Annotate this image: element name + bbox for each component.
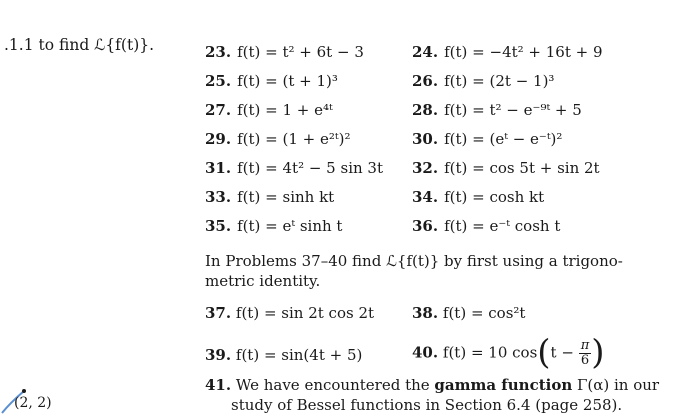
problem-expression: f(t) = t² + 6t − 3 [237, 43, 364, 61]
problem-number: 28. [412, 101, 439, 119]
problem-30 [412, 130, 562, 148]
problem-number: 36. [412, 217, 439, 235]
problem-expression: f(t) = sin(4t + 5) [235, 346, 363, 364]
problem-39 [205, 346, 362, 364]
problem-24 [412, 43, 603, 61]
problem-expression: f(t) = 4t² − 5 sin 3t [237, 159, 383, 177]
fraction-denominator: 6 [580, 353, 590, 368]
section-instruction: .1.1 to find ℒ{f(t)}. [4, 36, 155, 54]
problem-34 [412, 188, 544, 206]
problem-28 [412, 101, 582, 119]
problem-number: 35. [205, 217, 232, 235]
problem-number: 41. [205, 376, 232, 394]
problem-26 [412, 72, 554, 90]
problem-27 [205, 101, 333, 119]
problem-expression: f(t) = cosh kt [444, 188, 545, 206]
problem-expression: f(t) = eᵗ sinh t [237, 217, 343, 235]
problem-40 [412, 332, 605, 373]
problem-number: 26. [412, 72, 439, 90]
problem-37 [205, 304, 374, 322]
problem-number: 38. [412, 304, 439, 322]
problem-25 [205, 72, 338, 90]
problem-expression: f(t) = sin 2t cos 2t [235, 304, 375, 322]
problem-expression: f(t) = −4t² + 16t + 9 [444, 43, 603, 61]
problem-number: 37. [205, 304, 232, 322]
problem-expression: f(t) = (t + 1)³ [237, 72, 338, 90]
open-paren: ( [537, 332, 551, 373]
problem-38 [412, 304, 525, 322]
problem-number: 34. [412, 188, 439, 206]
problem-expression: f(t) = (2t − 1)³ [444, 72, 555, 90]
problem-41-line-2: study of Bessel functions in Section 6.4 (page 258). [231, 396, 623, 414]
problem-41-text-b: Γ(α) in our [572, 376, 660, 394]
problem-expression: f(t) = (1 + e²ᵗ)² [237, 130, 351, 148]
gamma-function-term: gamma function [434, 376, 573, 394]
fraction-numerator: π [580, 338, 590, 353]
problem-number: 25. [205, 72, 232, 90]
problem-number: 39. [205, 346, 232, 364]
instruction-paragraph [205, 251, 623, 291]
problem-number: 27. [205, 101, 232, 119]
problem-41 [205, 375, 659, 415]
problem-29 [205, 130, 350, 148]
problem-35 [205, 217, 342, 235]
problem-32 [412, 159, 600, 177]
problem-expression: f(t) = t² − e⁻⁹ᵗ + 5 [444, 101, 582, 119]
problem-number: 23. [205, 43, 232, 61]
problem-expression: f(t) = e⁻ᵗ cosh t [444, 217, 561, 235]
problem-expression: f(t) = sinh kt [237, 188, 335, 206]
problem-expression-prefix: f(t) = 10 cos [442, 343, 538, 362]
problem-31 [205, 159, 383, 177]
problem-expression: f(t) = cos²t [442, 304, 526, 322]
instruction-line-1: In Problems 37–40 find ℒ{f(t)} by first using a trigono- [205, 252, 623, 270]
problem-33 [205, 188, 334, 206]
problem-number: 30. [412, 130, 439, 148]
close-paren: ) [591, 332, 605, 373]
problem-expression: f(t) = cos 5t + sin 2t [444, 159, 600, 177]
problem-23 [205, 43, 364, 61]
problem-number: 31. [205, 159, 232, 177]
problem-expression: f(t) = 1 + e⁴ᵗ [237, 101, 333, 119]
problem-expression: f(t) = (eᵗ − e⁻ᵗ)² [444, 130, 563, 148]
problem-number: 33. [205, 188, 232, 206]
problem-number: 24. [412, 43, 439, 61]
problem-number: 29. [205, 130, 232, 148]
instruction-line-2: metric identity. [205, 272, 321, 290]
problem-expression-inner: t − [550, 343, 574, 362]
problem-41-text-a: We have encountered the [235, 376, 435, 394]
point-label: (2, 2) [14, 395, 52, 411]
problem-36 [412, 217, 560, 235]
problem-number: 40. [412, 343, 439, 362]
problem-number: 32. [412, 159, 439, 177]
pi-over-six-fraction [579, 339, 592, 368]
